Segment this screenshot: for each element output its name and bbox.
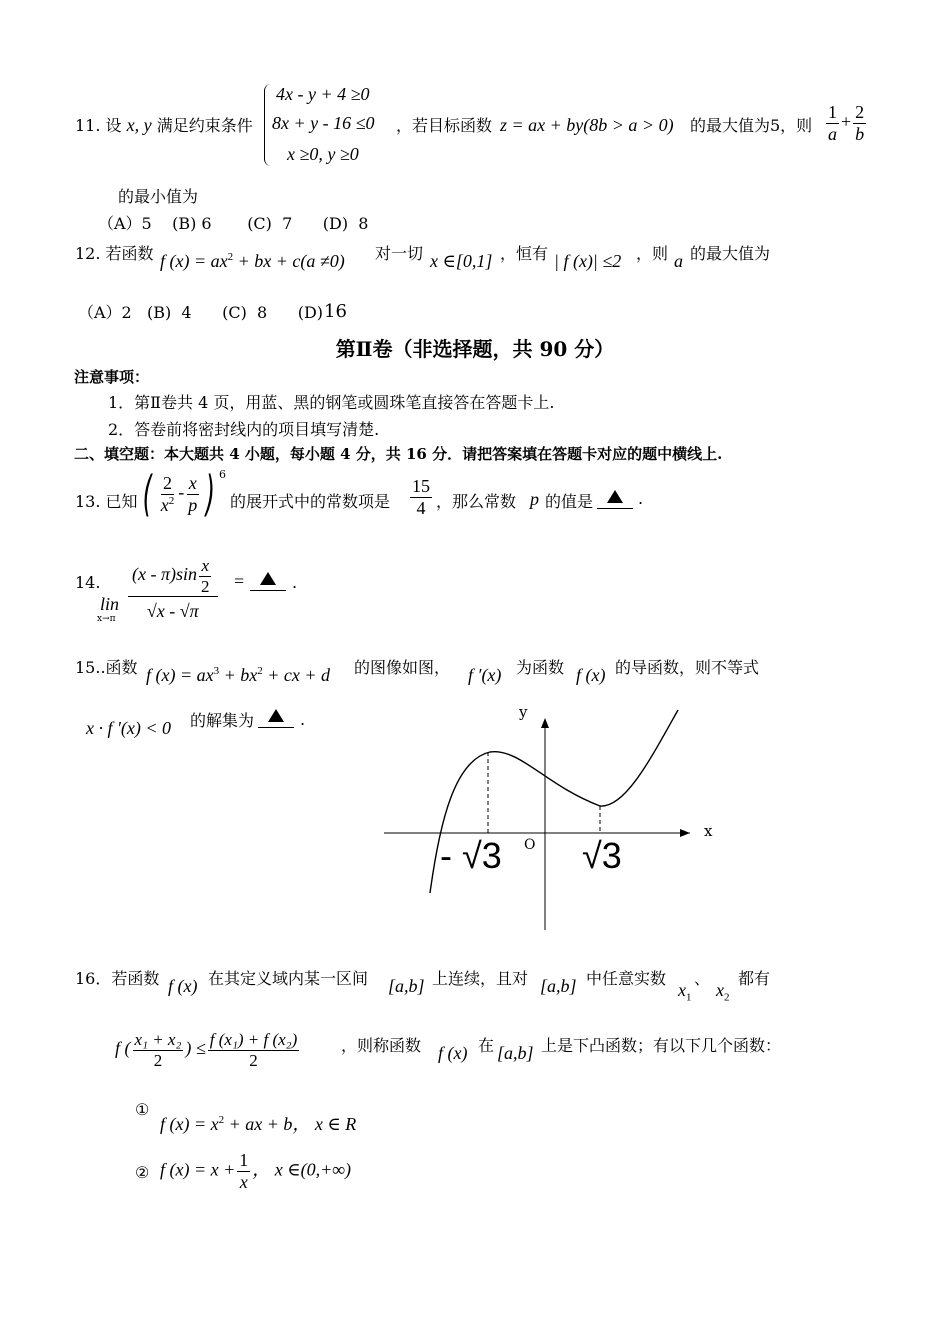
q12-option-d: 16	[324, 301, 347, 322]
q14-end: .	[292, 573, 298, 592]
q16-item-2-domain: ， x ∈(0,+∞)	[252, 1159, 352, 1180]
q16-lhs: f (	[115, 1038, 131, 1059]
q13-text-c: ，那么常数	[436, 492, 517, 511]
q15-text-e: 的解集为	[190, 711, 255, 730]
q11-vars: x, y	[126, 115, 152, 135]
q15-text-b: 的图像如图，	[354, 658, 451, 677]
q15-text-c: 为函数	[516, 658, 565, 677]
q16-func: f (x)	[168, 976, 198, 996]
q16-x1: $x_1$	[678, 980, 692, 1004]
q13-end: .	[638, 489, 644, 508]
q12-text-d: ，则	[636, 244, 669, 263]
q15-func: f (x) = ax	[146, 665, 214, 685]
q12-inequality: | f (x)| ≤2	[554, 251, 622, 271]
q16-number: 16．	[75, 969, 112, 988]
q12-text-a: 若函数	[105, 244, 154, 263]
q16-text-d: 中任意实数	[586, 969, 667, 988]
q11-frac2-den: b	[855, 123, 865, 144]
q14-lim: lin	[100, 594, 120, 614]
q16-x2-var: x	[716, 980, 724, 1000]
q15-inequality: x · f ′(x) < 0	[86, 718, 172, 738]
q11-text-a: 设	[105, 116, 122, 135]
q14-den-sqrt-pi: √π	[179, 601, 199, 622]
q15-derivative: f ′(x)	[468, 665, 502, 685]
q13-binomial: ( $\frac{2}{x^2}$ - $\frac{x}{p}$ )	[142, 466, 216, 522]
q16-interval: [a,b]	[388, 976, 425, 996]
q15-number: 15.	[75, 658, 101, 677]
q11-text-e: 的最小值为	[118, 187, 199, 206]
q12-number: 12.	[75, 244, 101, 263]
q13-const-den: 4	[416, 497, 426, 518]
q11-text-c: ，若目标函数	[396, 116, 493, 135]
q13-text-d: 的值是	[545, 492, 594, 511]
q16-intro	[75, 966, 159, 989]
part-two-heading: 二、填空题：本大题共 4 小题，每小题 4 分，共 16 分．请把答案填在答题卡对应的题中横线上.	[74, 445, 723, 463]
q16-interval-3: [a,b]	[497, 1043, 534, 1063]
q16-text-g: 在	[478, 1036, 495, 1055]
q15-func2: f (x)	[576, 665, 606, 685]
q16-sep: 、	[694, 969, 711, 988]
q16-func-2: f (x)	[438, 1043, 468, 1063]
q16-text-h: 上是下凸函数；有以下几个函数：	[541, 1036, 782, 1055]
graph-y-label: y	[519, 703, 528, 721]
q12-text-b: 对一切	[375, 244, 424, 263]
y-axis-arrow	[541, 718, 549, 728]
q16-item-1-domain: ， x ∈ R	[292, 1114, 357, 1134]
q12-text-e: 的最大值为	[690, 244, 771, 263]
q11-objective: z = ax + by(8b > a > 0)	[500, 115, 674, 135]
q15-function: f $(x) = ax^3 + bx^2$ + cx + d	[146, 665, 331, 685]
q13-text-a: 已知	[105, 492, 138, 511]
q16-lhs-den: 2	[153, 1050, 163, 1070]
q11-frac2-num: 2	[855, 102, 865, 122]
q16-x2: $x_2$	[716, 980, 730, 1004]
graph-origin-label: O	[524, 837, 536, 853]
q16-text-a: 若函数	[111, 969, 160, 988]
q12-func: f (x) = ax	[160, 251, 228, 271]
q11-text-b: 满足约束条件	[156, 116, 253, 135]
graph-x-label: x	[704, 822, 713, 840]
notice-heading: 注意事项：	[74, 368, 150, 386]
q16-item-1-tail: + ax + b	[224, 1114, 293, 1134]
q14-number: 14.	[75, 573, 101, 592]
q16-lhs-end: ) ≤	[185, 1038, 206, 1059]
q16-item-2	[160, 1150, 351, 1192]
q16-item-1-marker: ①	[135, 1100, 150, 1119]
q12-function: f $(x) = ax^2$ + bx + c(a ≠0)	[160, 251, 345, 271]
q14-den-sqrt-x: √x	[146, 601, 165, 622]
q15-func-tail2: + cx + d	[262, 665, 331, 685]
q15-func-tail1: + bx	[219, 665, 258, 685]
q14-numerator: (x - π)sin	[132, 564, 197, 585]
q11-options: （A）5 (B) 6 (C) 7 (D) 8	[98, 214, 369, 233]
q13-minus: -	[178, 482, 185, 503]
q16-text-c: 上连续，且对	[432, 969, 529, 988]
q11-constraint-2: 8x + y - 16 ≤0	[272, 113, 375, 133]
q15-text-d: 的导函数，则不等式	[615, 658, 760, 677]
notice-item-2: 2．答卷前将密封线内的项目填写清楚.	[108, 420, 380, 439]
q12-text-c: ，恒有	[500, 244, 549, 263]
q13-exponent: 6	[219, 468, 226, 481]
notice-item-1: 1．第Ⅱ卷共 4 页，用蓝、黑的钢笔或圆珠笔直接答在答题卡上.	[108, 393, 555, 412]
q11-frac1-num: 1	[828, 102, 837, 122]
q13-var: p	[530, 489, 539, 509]
q16-item-2-den: x	[239, 1171, 248, 1192]
q11-text-d: 的最大值为5，则	[690, 116, 813, 135]
q16-x1-var: x	[678, 980, 686, 1000]
q14-inner-den: 2	[201, 576, 210, 596]
graph-pos-root-label: √3	[582, 835, 622, 876]
q11-constraint-3: x ≥0, y ≥0	[287, 144, 359, 164]
q11-number: 11.	[75, 116, 101, 135]
q16-item-1: f $(x) = x^2$ + ax + b， x ∈ R	[160, 1114, 357, 1134]
q16-rhs-den: 2	[249, 1050, 258, 1070]
q12-domain: x ∈[0,1]	[430, 251, 493, 271]
q11-plus: +	[841, 111, 852, 132]
q16-convexity-inequality	[115, 1030, 301, 1070]
q16-lhs-num: x₁ + x₂	[134, 1030, 182, 1049]
q12-options: （A）2 (B) 4 (C) 8 (D)	[78, 303, 324, 322]
q13-frac1-den: x	[160, 494, 169, 515]
q11-frac1-den: a	[828, 123, 837, 144]
q16-text-e: 都有	[738, 969, 771, 988]
q14-inner-num: x	[201, 556, 210, 575]
graph-neg-root-label: - √3	[440, 835, 502, 876]
q13-const-num: 15	[412, 476, 430, 496]
q12-func-tail: + bx + c(a ≠0)	[233, 251, 345, 271]
q14-equals: =	[234, 571, 245, 591]
q13-frac2-den: p	[188, 494, 198, 515]
q14-lim-sub: x→π	[97, 614, 116, 624]
q13-frac1-num: 2	[162, 472, 172, 493]
q16-text-f: ，则称函数	[341, 1036, 422, 1055]
q13-number: 13.	[75, 492, 101, 511]
q16-item-2-marker: ②	[135, 1163, 150, 1182]
q11-constraint-1: 4x - y + 4 ≥0	[276, 84, 370, 104]
q16-interval-2: [a,b]	[540, 976, 577, 996]
q16-item-2-num: 1	[239, 1150, 249, 1170]
q16-text-b: 在其定义域内某一区间	[208, 969, 369, 988]
q13-text-b: 的展开式中的常数项是	[230, 492, 391, 511]
q15-text-a: .函数	[100, 658, 138, 677]
q13-frac2-num: x	[188, 472, 197, 493]
q12-var: a	[674, 251, 683, 271]
q14-den-minus: -	[164, 601, 180, 622]
x-axis-arrow	[680, 829, 690, 837]
section-title: 第Ⅱ卷（非选择题，共 90 分）	[335, 337, 615, 361]
q16-item-2-func: f (x) = x +	[160, 1159, 236, 1180]
q16-item-1-func: f (x) = x	[160, 1114, 219, 1134]
q15-end: .	[300, 710, 306, 729]
q16-rhs-num: f (x₁) + f (x₂)	[209, 1030, 298, 1049]
